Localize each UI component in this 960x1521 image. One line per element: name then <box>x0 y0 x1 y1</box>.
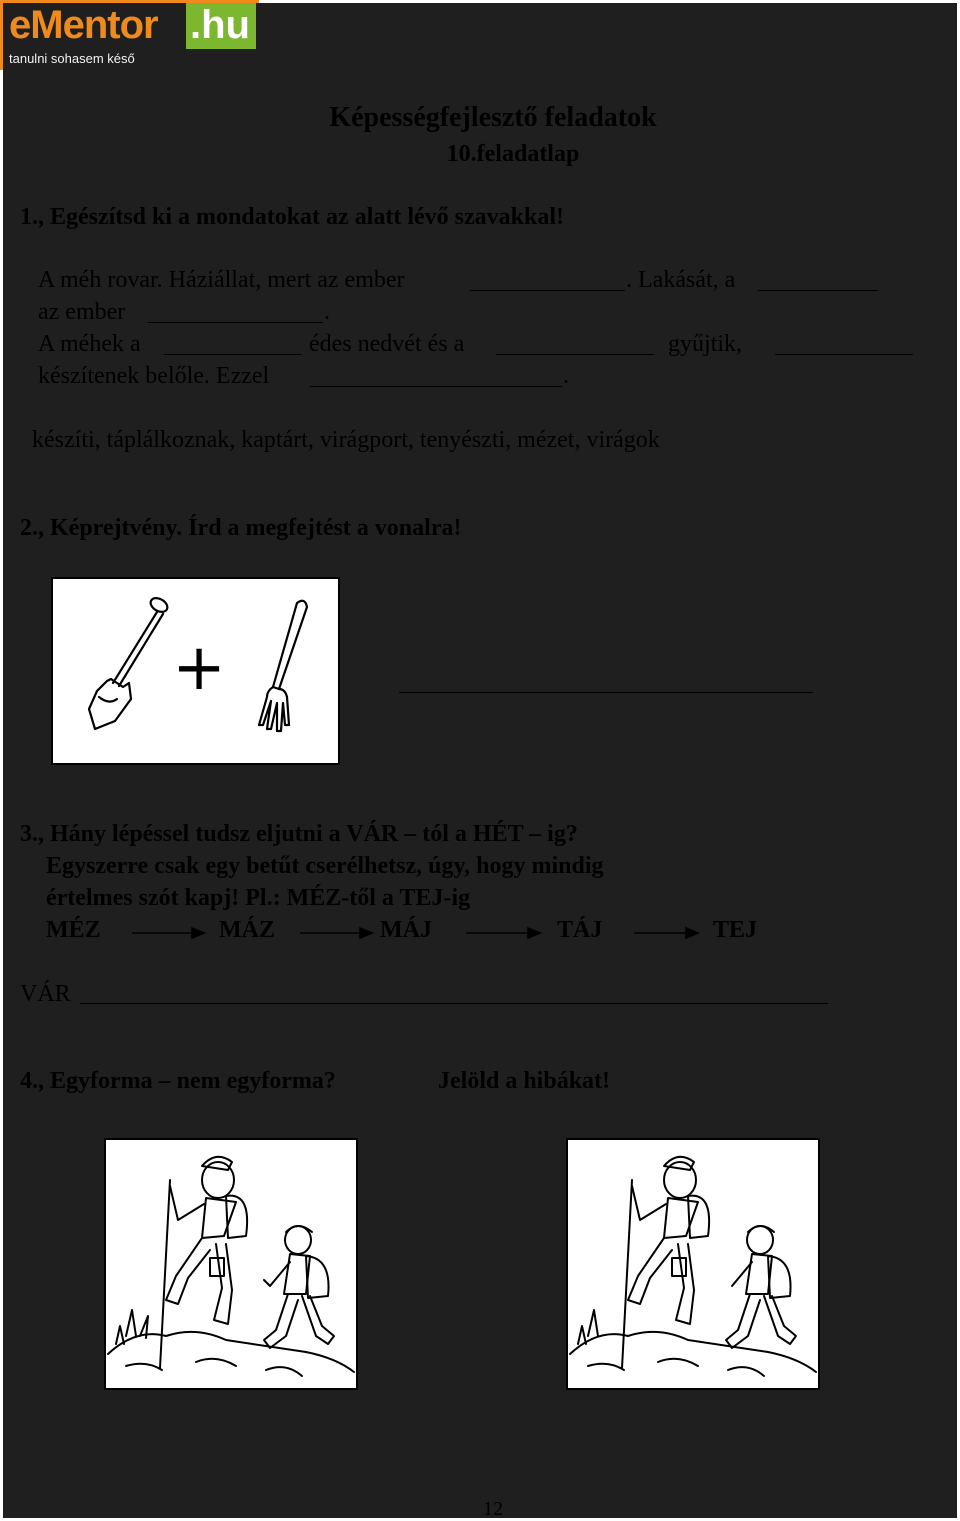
ementor-logo <box>0 0 259 70</box>
logo-brand: eMentor <box>9 3 158 47</box>
page-title: Képességfejlesztő feladatok <box>329 102 657 133</box>
hiker-child-figure <box>726 1226 796 1348</box>
page-subtitle: 10.feladatlap <box>446 141 580 167</box>
chain-word: MÁJ <box>380 917 432 943</box>
hill-ground <box>108 1310 354 1376</box>
task1-text: készítenek belőle. Ezzel <box>38 363 270 389</box>
right-arrow-icon <box>634 928 698 938</box>
hikers-drawing <box>106 1140 356 1388</box>
logo-slogan: tanulni sohasem késő <box>9 51 135 66</box>
task1-text: A méhek a <box>38 331 141 357</box>
task4-instruction: Jelöld a hibákat! <box>438 1068 611 1094</box>
rebus-drawing <box>53 579 338 763</box>
answer-blank[interactable] <box>310 386 562 387</box>
chain-word: MÁZ <box>219 917 275 943</box>
task1-text: A méh rovar. Háziállat, mert az ember <box>38 267 405 293</box>
start-word: VÁR <box>20 981 71 1007</box>
right-arrow-icon <box>300 928 372 938</box>
answer-blank[interactable] <box>470 290 625 291</box>
hikers-picture-right[interactable] <box>566 1138 820 1390</box>
task1-text: az ember <box>38 299 126 325</box>
answer-blank[interactable] <box>496 354 654 355</box>
right-arrow-icon <box>132 928 204 938</box>
chain-word: TEJ <box>713 917 758 943</box>
rebus-picture-frame <box>51 577 340 765</box>
word-bank: készíti, táplálkoznak, kaptárt, virágport, tenyészti, mézet, virágok <box>32 427 660 453</box>
hill-ground <box>570 1310 816 1376</box>
hikers-picture-left[interactable] <box>104 1138 358 1390</box>
chain-arrows <box>0 917 960 950</box>
task1-text: gyűjtik, <box>668 331 743 357</box>
task4-heading: 4., Egyforma – nem egyforma? <box>20 1068 336 1094</box>
task3-example: értelmes szót kapj! Pl.: MÉZ-től a TEJ-ig <box>46 885 471 911</box>
steps-answer-line[interactable] <box>80 1003 828 1004</box>
task1-text: édes nedvét és a <box>309 331 465 357</box>
shovel-icon <box>89 595 170 729</box>
hiker-child-figure <box>264 1226 334 1348</box>
fork-icon <box>259 601 307 731</box>
hikers-drawing <box>568 1140 818 1388</box>
logo-tld: .hu <box>190 3 250 47</box>
task3-heading: 3., Hány lépéssel tudsz eljutni a VÁR – tól a HÉT – ig? <box>20 821 578 847</box>
chain-word: MÉZ <box>46 917 101 943</box>
task1-heading: 1., Egészítsd ki a mondatokat az alatt lévő szavakkal! <box>20 204 565 230</box>
hiker-adult-figure <box>622 1157 709 1368</box>
plus-sign: + <box>172 631 226 705</box>
answer-blank[interactable] <box>164 354 301 355</box>
hiker-adult-figure <box>160 1157 247 1368</box>
answer-blank[interactable] <box>758 290 878 291</box>
answer-blank[interactable] <box>775 354 913 355</box>
right-arrow-icon <box>466 928 540 938</box>
rebus-answer-line[interactable] <box>399 692 813 693</box>
task1-text: . Lakását, a <box>626 267 736 293</box>
task2-heading: 2., Képrejtvény. Írd a megfejtést a vonalra! <box>20 515 462 541</box>
chain-word: TÁJ <box>557 917 603 943</box>
task1-text: . <box>324 299 330 325</box>
task3-instructions: Egyszerre csak egy betűt cserélhetsz, úgy, hogy mindig <box>46 853 604 879</box>
page-number: 12 <box>483 1498 503 1520</box>
answer-blank[interactable] <box>148 322 323 323</box>
task1-text: . <box>563 363 569 389</box>
